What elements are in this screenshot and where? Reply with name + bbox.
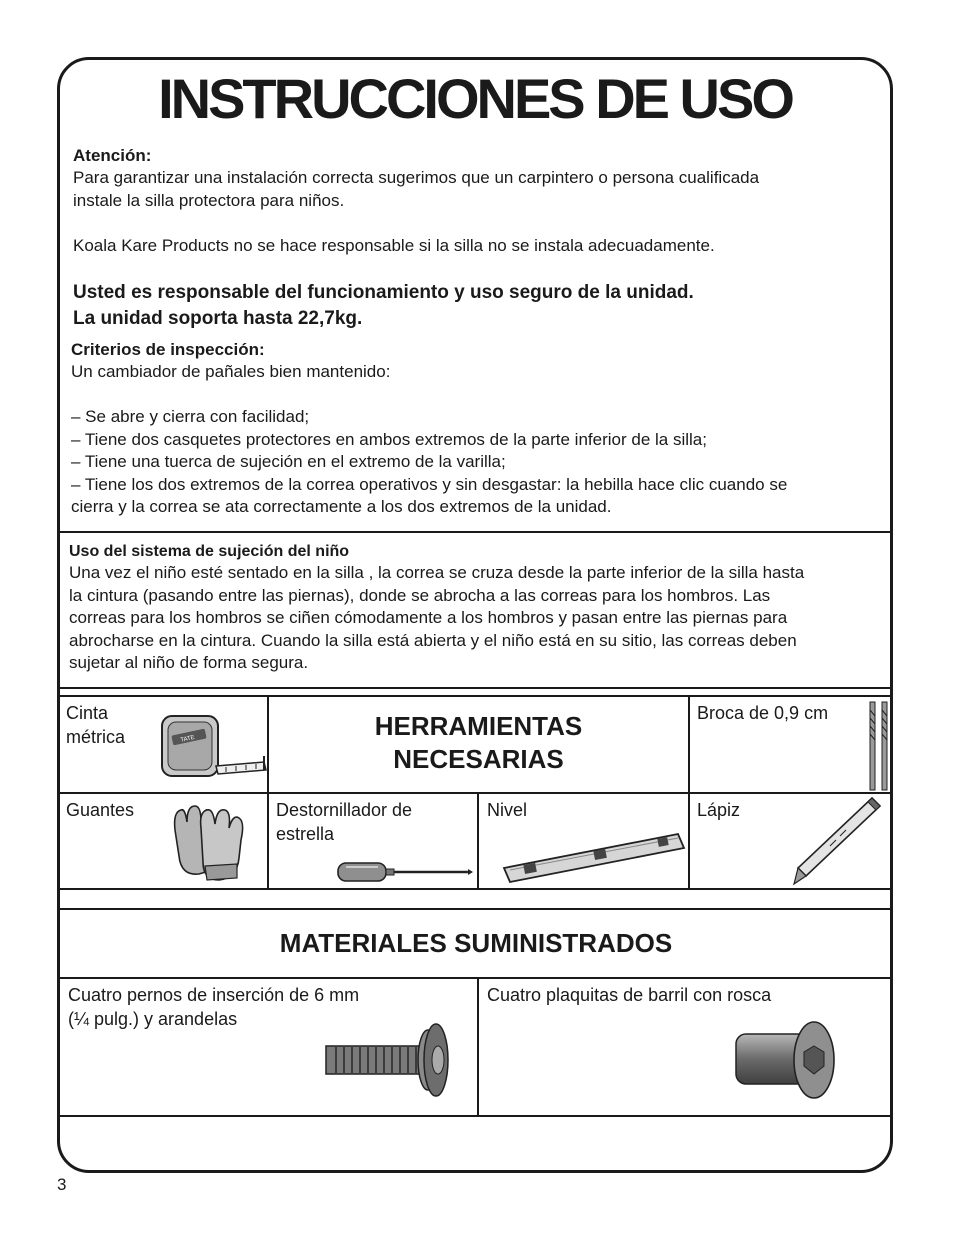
drill-bit-icon bbox=[866, 700, 892, 792]
divider bbox=[59, 531, 893, 533]
inspection-heading: Criterios de inspección: bbox=[71, 340, 265, 359]
divider bbox=[477, 792, 479, 889]
page-number: 3 bbox=[57, 1175, 67, 1194]
responsibility-line-2: La unidad soporta hasta 22,7kg. bbox=[73, 308, 363, 329]
screwdriver-label-line: estrella bbox=[276, 824, 335, 844]
inspection-item: – Tiene dos casquetes protectores en ambos extremos de la parte inferior de la silla; bbox=[71, 430, 707, 449]
level-icon bbox=[502, 830, 686, 886]
inspection-intro: Un cambiador de pañales bien mantenido: bbox=[71, 362, 391, 381]
screwdriver-icon bbox=[336, 860, 474, 884]
responsibility-line-1: Usted es responsable del funcionamiento y uso seguro de la unidad. bbox=[73, 282, 694, 303]
attention-line-2: instale la silla protectora para niños. bbox=[73, 191, 345, 210]
inspection-item: – Tiene los dos extremos de la correa operativos y sin desgastar: la hebilla hace clic cuando se bbox=[71, 475, 788, 494]
tape-brand-text: TATE bbox=[179, 734, 196, 744]
pencil-label: Lápiz bbox=[697, 800, 741, 820]
divider bbox=[477, 977, 479, 1116]
attention-line-1: Para garantizar una instalación correcta sugerimos que un carpintero o persona cualificada bbox=[73, 168, 760, 187]
tape-label-line: Cinta bbox=[66, 703, 109, 723]
page-title: INSTRUCCIONES DE USO bbox=[158, 67, 792, 130]
inspection-item: – Tiene una tuerca de sujeción en el extremo de la varilla; bbox=[71, 452, 506, 471]
divider bbox=[688, 695, 690, 889]
bolts-label bbox=[68, 983, 359, 1031]
restraint-heading: Uso del sistema de sujeción del niño bbox=[69, 543, 350, 560]
materials-heading: MATERIALES SUMINISTRADOS bbox=[279, 928, 673, 958]
divider bbox=[59, 1115, 893, 1117]
tape-measure-label bbox=[66, 701, 125, 749]
bolts-label-line: (¼ pulg.) y arandelas bbox=[68, 1009, 238, 1029]
bolt-icon bbox=[322, 1022, 452, 1100]
restraint-line: abrocharse en la cintura. Cuando la silla está abierta y el niño está en su sitio, las correas deben bbox=[69, 631, 797, 650]
divider bbox=[59, 695, 893, 697]
restraint-line: correas para los hombros se ciñen cómodamente a los hombros y pasan entre las piernas para bbox=[69, 608, 788, 627]
divider bbox=[59, 908, 893, 910]
disclaimer-text: Koala Kare Products no se hace responsable si la silla no se instala adecuadamente. bbox=[73, 236, 715, 255]
screwdriver-label bbox=[276, 798, 412, 846]
inspection-item: cierra y la correa se ata correctamente a los dos extremos de la unidad. bbox=[71, 497, 612, 516]
restraint-line: Una vez el niño esté sentado en la silla , la correa se cruza desde la parte inferior de la silla hasta bbox=[69, 563, 805, 582]
restraint-line: sujetar al niño de forma segura. bbox=[69, 653, 309, 672]
tools-heading-line: HERRAMIENTAS bbox=[374, 711, 583, 741]
divider bbox=[59, 687, 893, 689]
bolts-label-line: Cuatro pernos de inserción de 6 mm bbox=[68, 985, 360, 1005]
tools-heading-line: NECESARIAS bbox=[393, 744, 564, 774]
level-label: Nivel bbox=[487, 800, 528, 820]
barrel-nut-label: Cuatro plaquitas de barril con rosca bbox=[487, 985, 772, 1005]
divider bbox=[59, 792, 893, 794]
screwdriver-label-line: Destornillador de bbox=[276, 800, 413, 820]
gloves-icon bbox=[165, 800, 249, 884]
gloves-label: Guantes bbox=[66, 800, 135, 820]
tape-label-line: métrica bbox=[66, 727, 126, 747]
tools-heading bbox=[269, 710, 688, 776]
barrel-nut-icon bbox=[730, 1020, 840, 1104]
tape-measure-icon bbox=[158, 712, 268, 782]
restraint-line: la cintura (pasando entre las piernas), donde se abrocha a las correas para los hombros. Las bbox=[69, 586, 771, 605]
divider bbox=[59, 888, 893, 890]
inspection-item: – Se abre y cierra con facilidad; bbox=[71, 407, 310, 426]
pencil-icon bbox=[790, 796, 882, 888]
drill-bit-label: Broca de 0,9 cm bbox=[697, 703, 829, 723]
divider bbox=[59, 977, 893, 979]
attention-heading: Atención: bbox=[73, 146, 152, 165]
